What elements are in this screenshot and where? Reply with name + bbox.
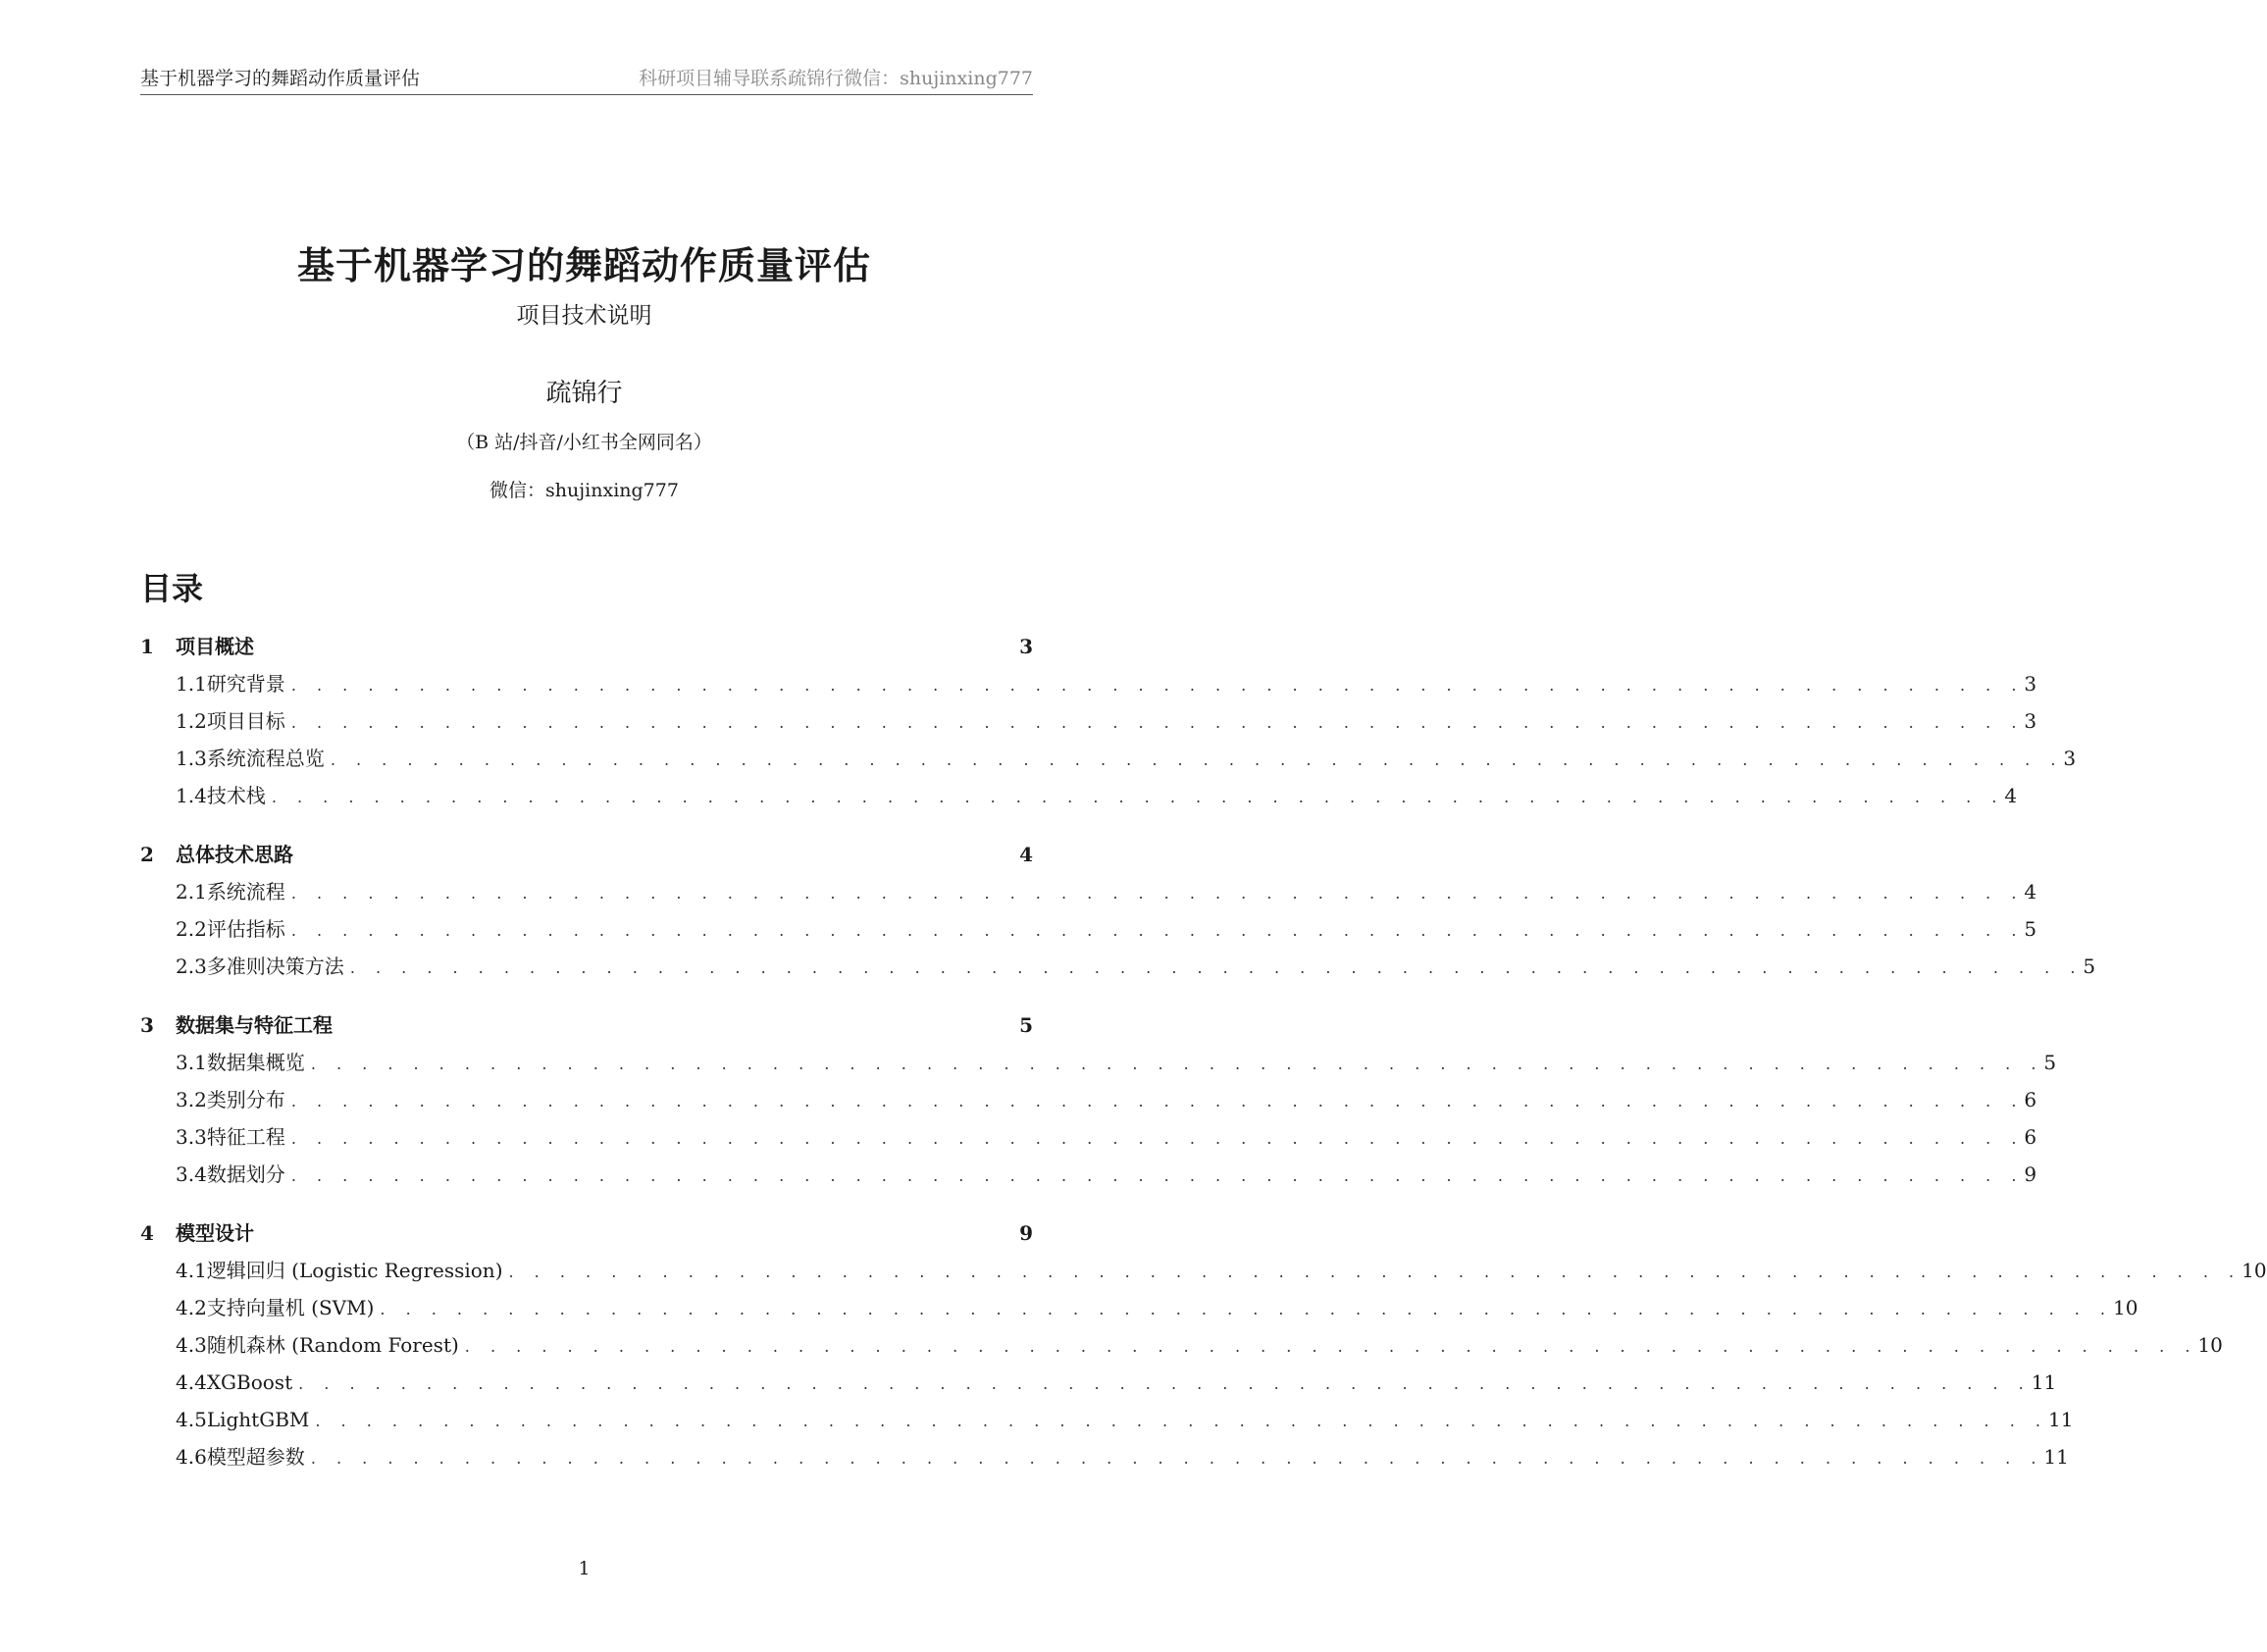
toc-subsection-title: 逻辑回归 (Logistic Regression) [206, 1259, 503, 1282]
toc-subsection-number: 3.3 [176, 1125, 207, 1149]
toc-subsection-title: 多准则决策方法 [206, 955, 344, 978]
toc-section-title: 总体技术思路 [176, 843, 293, 866]
toc-leader-dots: . . . . . . . . . . . . . . . . . . . . . . . . . . . . . . . . . . . . . . . . . . . . . . . . . . . . . . . . . . . . . . . . . . . . [310, 1449, 2044, 1468]
toc-leader-dots: . . . . . . . . . . . . . . . . . . . . . . . . . . . . . . . . . . . . . . . . . . . . . . . . . . . . . . . . . . . . . . . . . . . . [271, 788, 2005, 806]
toc-subsection-title: 评估指标 [206, 917, 285, 941]
document-title: 基于机器学习的舞蹈动作质量评估 [296, 243, 871, 287]
toc-subsection[interactable] [140, 910, 2037, 948]
author-name: 疏锦行 [545, 379, 623, 408]
toc-section[interactable] [140, 1007, 1033, 1044]
toc-subsection-title: 研究背景 [206, 672, 285, 696]
toc-section-page: 5 [1019, 1013, 1033, 1037]
toc-section-page: 3 [1019, 635, 1033, 658]
toc-subsection-number: 1.3 [176, 747, 207, 770]
toc-section[interactable] [140, 836, 1033, 873]
toc-subsection-number: 4.5 [176, 1408, 207, 1431]
toc-subsection-number: 3.2 [176, 1088, 207, 1111]
toc-leader-dots: . . . . . . . . . . . . . . . . . . . . . . . . . . . . . . . . . . . . . . . . . . . . . . . . . . . . . . . . . . . . . . . . . . . . [508, 1263, 2242, 1281]
toc-section-number: 3 [140, 1013, 154, 1037]
toc-subsection[interactable] [140, 1252, 2267, 1289]
header-title: 基于机器学习的舞蹈动作质量评估 [140, 68, 421, 89]
toc-subsection[interactable] [140, 702, 2037, 740]
toc-section[interactable] [140, 1214, 1033, 1252]
toc-leader-dots: . . . . . . . . . . . . . . . . . . . . . . . . . . . . . . . . . . . . . . . . . . . . . . . . . . . . . . . . . . . . . . . . . . . . [290, 1166, 2025, 1185]
toc-subsection-number: 4.6 [176, 1445, 207, 1469]
toc-subsection-title: 数据集概览 [206, 1051, 305, 1074]
toc-subsection[interactable] [140, 1364, 2057, 1401]
toc-leader-dots: . . . . . . . . . . . . . . . . . . . . . . . . . . . . . . . . . . . . . . . . . . . . . . . . . . . . . . . . . . . . . . . . . . . . [464, 1337, 2198, 1356]
toc-subsection-number: 2.3 [176, 955, 207, 978]
toc-leader-dots: . . . . . . . . . . . . . . . . . . . . . . . . . . . . . . . . . . . . . . . . . . . . . . . . . . . . . . . . . . . . . . . . . . . . [380, 1300, 2114, 1318]
toc-leader-dots: . . . . . . . . . . . . . . . . . . . . . . . . . . . . . . . . . . . . . . . . . . . . . . . . . . . . . . . . . . . . . . . . . . . . [290, 676, 2025, 695]
toc-subsection[interactable] [140, 1401, 2074, 1438]
page-number: 1 [578, 1558, 591, 1579]
toc-subsection-number: 1.1 [176, 672, 207, 696]
toc-subsection-number: 4.1 [176, 1259, 207, 1282]
toc-leader-dots: . . . . . . . . . . . . . . . . . . . . . . . . . . . . . . . . . . . . . . . . . . . . . . . . . . . . . . . . . . . . . . . . . . . . [290, 1129, 2025, 1148]
toc-leader-dots: . . . . . . . . . . . . . . . . . . . . . . . . . . . . . . . . . . . . . . . . . . . . . . . . . . . . . . . . . . . . . . . . . . . . [290, 884, 2025, 903]
toc-subsection-title: 系统流程总览 [206, 747, 325, 770]
toc-subsection-page: 6 [2024, 1088, 2037, 1111]
toc-leader-dots: . . . . . . . . . . . . . . . . . . . . . . . . . . . . . . . . . . . . . . . . . . . . . . . . . . . . . . . . . . . . . . . . . . . . [290, 713, 2025, 732]
toc-subsection-title: 数据划分 [206, 1162, 285, 1186]
toc-subsection[interactable] [140, 1326, 2223, 1364]
toc-section-number: 2 [140, 843, 154, 866]
toc-subsection[interactable] [140, 1118, 2037, 1156]
toc-subsection-title: 系统流程 [206, 880, 285, 903]
running-header [140, 61, 1033, 95]
author-wechat: 微信：shujinxing777 [489, 480, 679, 501]
toc-subsection[interactable] [140, 1044, 2057, 1081]
toc-subsection-number: 4.2 [176, 1296, 207, 1319]
toc-subsection-page: 5 [2083, 955, 2096, 978]
toc-subsection-title: 特征工程 [206, 1125, 285, 1149]
toc-subsection-page: 5 [2043, 1051, 2057, 1074]
toc-section-number: 4 [140, 1221, 154, 1245]
toc-subsection-page: 3 [2063, 747, 2077, 770]
toc-subsection-title: 类别分布 [206, 1088, 285, 1111]
author-note: （B 站/抖音/小红书全网同名） [456, 432, 712, 453]
toc-leader-dots: . . . . . . . . . . . . . . . . . . . . . . . . . . . . . . . . . . . . . . . . . . . . . . . . . . . . . . . . . . . . . . . . . . . . [330, 750, 2064, 769]
document-subtitle: 项目技术说明 [516, 303, 652, 329]
toc-subsection-page: 11 [2043, 1445, 2069, 1469]
toc-subsection[interactable] [140, 873, 2037, 910]
toc-section-number: 1 [140, 635, 154, 658]
toc-subsection-number: 4.4 [176, 1370, 207, 1394]
toc-section-title: 数据集与特征工程 [176, 1013, 333, 1037]
toc-heading: 目录 [140, 570, 204, 607]
toc-subsection-title: 随机森林 (Random Forest) [206, 1333, 459, 1357]
toc-subsection-page: 11 [2047, 1408, 2074, 1431]
toc-subsection-number: 2.1 [176, 880, 207, 903]
toc-subsection-page: 11 [2031, 1370, 2057, 1394]
toc-section-title: 模型设计 [176, 1221, 254, 1245]
toc-leader-dots: . . . . . . . . . . . . . . . . . . . . . . . . . . . . . . . . . . . . . . . . . . . . . . . . . . . . . . . . . . . . . . . . . . . . [298, 1374, 2032, 1393]
toc-subsection-number: 1.4 [176, 784, 207, 807]
toc-subsection-title: XGBoost [206, 1370, 293, 1394]
toc-subsection-page: 9 [2024, 1162, 2037, 1186]
toc-section[interactable] [140, 628, 1033, 665]
toc-subsection[interactable] [140, 1156, 2037, 1193]
toc-subsection-page: 10 [2113, 1296, 2138, 1319]
toc-subsection-title: 支持向量机 (SVM) [206, 1296, 375, 1319]
toc-subsection-page: 3 [2024, 672, 2037, 696]
toc-subsection-number: 4.3 [176, 1333, 207, 1357]
toc-subsection-page: 3 [2024, 709, 2037, 733]
toc-subsection-number: 1.2 [176, 709, 207, 733]
toc-subsection-page: 5 [2024, 917, 2037, 941]
toc-leader-dots: . . . . . . . . . . . . . . . . . . . . . . . . . . . . . . . . . . . . . . . . . . . . . . . . . . . . . . . . . . . . . . . . . . . . [349, 958, 2084, 977]
toc-section-page: 4 [1019, 843, 1033, 866]
toc-subsection-page: 10 [2197, 1333, 2223, 1357]
table-of-contents [140, 628, 2267, 1475]
toc-subsection[interactable] [140, 740, 2077, 777]
toc-subsection-title: 项目目标 [206, 709, 285, 733]
toc-subsection-page: 4 [2024, 880, 2037, 903]
toc-leader-dots: . . . . . . . . . . . . . . . . . . . . . . . . . . . . . . . . . . . . . . . . . . . . . . . . . . . . . . . . . . . . . . . . . . . . [290, 921, 2025, 940]
header-contact: 科研项目辅导联系疏锦行微信：shujinxing777 [639, 68, 1033, 89]
toc-leader-dots: . . . . . . . . . . . . . . . . . . . . . . . . . . . . . . . . . . . . . . . . . . . . . . . . . . . . . . . . . . . . . . . . . . . . [315, 1412, 2048, 1430]
toc-subsection-title: 模型超参数 [206, 1445, 305, 1469]
toc-subsection-page: 6 [2024, 1125, 2037, 1149]
toc-subsection-title: LightGBM [206, 1408, 310, 1431]
toc-subsection-title: 技术栈 [206, 784, 266, 807]
toc-subsection-number: 2.2 [176, 917, 207, 941]
toc-subsection[interactable] [140, 777, 2018, 814]
toc-subsection-number: 3.1 [176, 1051, 207, 1074]
toc-subsection[interactable] [140, 1289, 2138, 1326]
toc-subsection[interactable] [140, 665, 2037, 702]
toc-subsection[interactable] [140, 1438, 2069, 1475]
toc-leader-dots: . . . . . . . . . . . . . . . . . . . . . . . . . . . . . . . . . . . . . . . . . . . . . . . . . . . . . . . . . . . . . . . . . . . . [310, 1055, 2044, 1073]
toc-subsection[interactable] [140, 948, 2096, 985]
toc-subsection-page: 10 [2241, 1259, 2267, 1282]
toc-section-title: 项目概述 [176, 635, 254, 658]
toc-subsection-page: 4 [2004, 784, 2018, 807]
toc-subsection[interactable] [140, 1081, 2037, 1118]
toc-section-page: 9 [1019, 1221, 1033, 1245]
toc-subsection-number: 3.4 [176, 1162, 207, 1186]
toc-leader-dots: . . . . . . . . . . . . . . . . . . . . . . . . . . . . . . . . . . . . . . . . . . . . . . . . . . . . . . . . . . . . . . . . . . . . [290, 1092, 2025, 1110]
